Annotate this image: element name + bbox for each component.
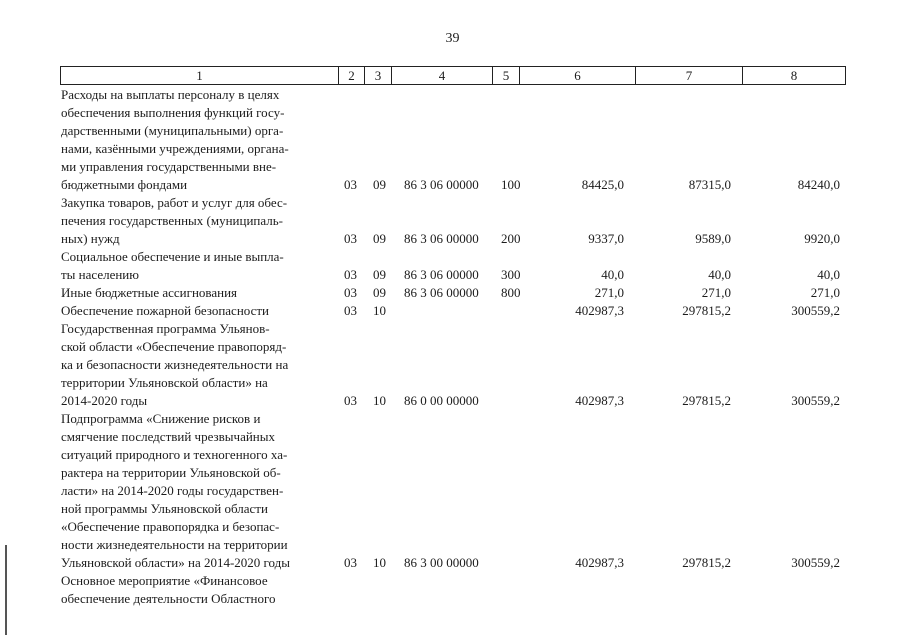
table-cell-col-6: 402987,3 [575, 393, 624, 408]
table-cell-col-2: 03 [344, 267, 357, 282]
table-cell-col-4: 86 0 00 00000 [404, 393, 479, 408]
description-line: 2014-2020 годы [61, 393, 148, 408]
description-line: печения государственных (муниципаль- [61, 213, 284, 228]
description-line: Обеспечение пожарной безопасности [61, 303, 270, 318]
table-cell-col-4: 86 3 06 00000 [404, 231, 479, 246]
table-header-row [60, 66, 846, 85]
table-cell-col-7: 297815,2 [682, 303, 731, 318]
table-row-description [61, 410, 335, 572]
table-cell-col-5: 100 [501, 177, 521, 192]
description-line: Государственная программа Ульянов- [61, 321, 270, 336]
table-row-description [61, 86, 335, 194]
header-col-2: 2 [339, 67, 365, 84]
scan-margin-mark [5, 545, 7, 635]
description-line: бюджетными фондами [61, 177, 188, 192]
description-line: Закупка товаров, работ и услуг для обес- [61, 195, 288, 210]
table-cell-col-3: 09 [373, 231, 386, 246]
table-row-description [61, 194, 335, 248]
table-cell-col-8: 271,0 [810, 285, 840, 300]
page-number: 39 [445, 31, 460, 46]
description-line: дарственными (муниципальными) орга- [61, 123, 284, 138]
table-cell-col-5: 200 [501, 231, 521, 246]
description-line: территории Ульяновской области» на [61, 375, 268, 390]
table-cell-col-5: 300 [501, 267, 521, 282]
table-cell-col-8: 84240,0 [797, 177, 840, 192]
table-cell-col-8: 40,0 [817, 267, 840, 282]
description-line: ка и безопасности жизнедеятельности на [61, 357, 289, 372]
table-cell-col-8: 300559,2 [791, 393, 840, 408]
description-line: ской области «Обеспечение правопоряд- [61, 339, 287, 354]
description-line: обеспечение деятельности Областного [61, 591, 276, 606]
description-line: Основное мероприятие «Финансовое [61, 573, 268, 588]
header-col-7: 7 [636, 67, 743, 84]
description-line: ты населению [61, 267, 139, 282]
header-col-8: 8 [790, 68, 798, 83]
header-col-6: 6 [520, 67, 636, 84]
table-cell-col-7: 271,0 [701, 285, 731, 300]
description-line: рактера на территории Ульяновской об- [61, 465, 281, 480]
table-row-description [61, 302, 335, 320]
table-cell-col-5: 800 [501, 285, 521, 300]
table-cell-col-6: 9337,0 [588, 231, 624, 246]
table-cell-col-8: 300559,2 [791, 555, 840, 570]
table-cell-col-8: 9920,0 [804, 231, 840, 246]
table-row-description [61, 572, 335, 608]
header-col-1: 1 [61, 67, 339, 84]
table-cell-col-2: 03 [344, 555, 357, 570]
description-line: Подпрограмма «Снижение рисков и [61, 411, 261, 426]
description-line: ности жизнедеятельности на территории [61, 537, 288, 552]
table-row-description [61, 248, 335, 284]
table-cell-col-3: 09 [373, 177, 386, 192]
table-cell-col-4: 86 3 06 00000 [404, 267, 479, 282]
table-cell-col-2: 03 [344, 285, 357, 300]
table-cell-col-3: 10 [373, 555, 386, 570]
table-cell-col-2: 03 [344, 231, 357, 246]
table-cell-col-2: 03 [344, 303, 357, 318]
description-line: ных) нужд [61, 231, 120, 246]
table-cell-col-3: 09 [373, 285, 386, 300]
description-line: Социальное обеспечение и иные выпла- [61, 249, 284, 264]
table-cell-col-4: 86 3 06 00000 [404, 285, 479, 300]
table-row-description [61, 320, 335, 410]
table-cell-col-2: 03 [344, 177, 357, 192]
description-line: Иные бюджетные ассигнования [61, 285, 238, 300]
description-line: ласти» на 2014-2020 годы государствен- [61, 483, 284, 498]
table-cell-col-6: 40,0 [601, 267, 624, 282]
description-line: нами, казёнными учреждениями, органа- [61, 141, 289, 156]
table-cell-col-4: 86 3 00 00000 [404, 555, 479, 570]
table-cell-col-4: 86 3 06 00000 [404, 177, 479, 192]
description-line: Ульяновской области» на 2014-2020 годы [61, 555, 291, 570]
table-row-description [61, 284, 335, 302]
description-line: ситуаций природного и техногенного ха- [61, 447, 288, 462]
table-cell-col-7: 297815,2 [682, 393, 731, 408]
table-cell-col-2: 03 [344, 393, 357, 408]
table-cell-col-3: 10 [373, 303, 386, 318]
header-col-5: 5 [493, 67, 520, 84]
description-line: «Обеспечение правопорядка и безопас- [61, 519, 280, 534]
description-line: обеспечения выполнения функций госу- [61, 105, 285, 120]
table-cell-col-6: 84425,0 [581, 177, 624, 192]
table-cell-col-3: 09 [373, 267, 386, 282]
table-cell-col-7: 87315,0 [688, 177, 731, 192]
description-line: Расходы на выплаты персоналу в целях [61, 87, 280, 102]
description-line: ной программы Ульяновской области [61, 501, 268, 516]
description-line: смягчение последствий чрезвычайных [61, 429, 275, 444]
table-cell-col-3: 10 [373, 393, 386, 408]
table-cell-col-6: 402987,3 [575, 555, 624, 570]
table-cell-col-7: 297815,2 [682, 555, 731, 570]
table-cell-col-6: 402987,3 [575, 303, 624, 318]
table-cell-col-8: 300559,2 [791, 303, 840, 318]
header-col-4: 4 [392, 67, 493, 84]
header-col-3: 3 [365, 67, 392, 84]
table-cell-col-6: 271,0 [594, 285, 624, 300]
table-cell-col-7: 40,0 [708, 267, 731, 282]
table-cell-col-7: 9589,0 [695, 231, 731, 246]
description-line: ми управления государственными вне- [61, 159, 277, 174]
